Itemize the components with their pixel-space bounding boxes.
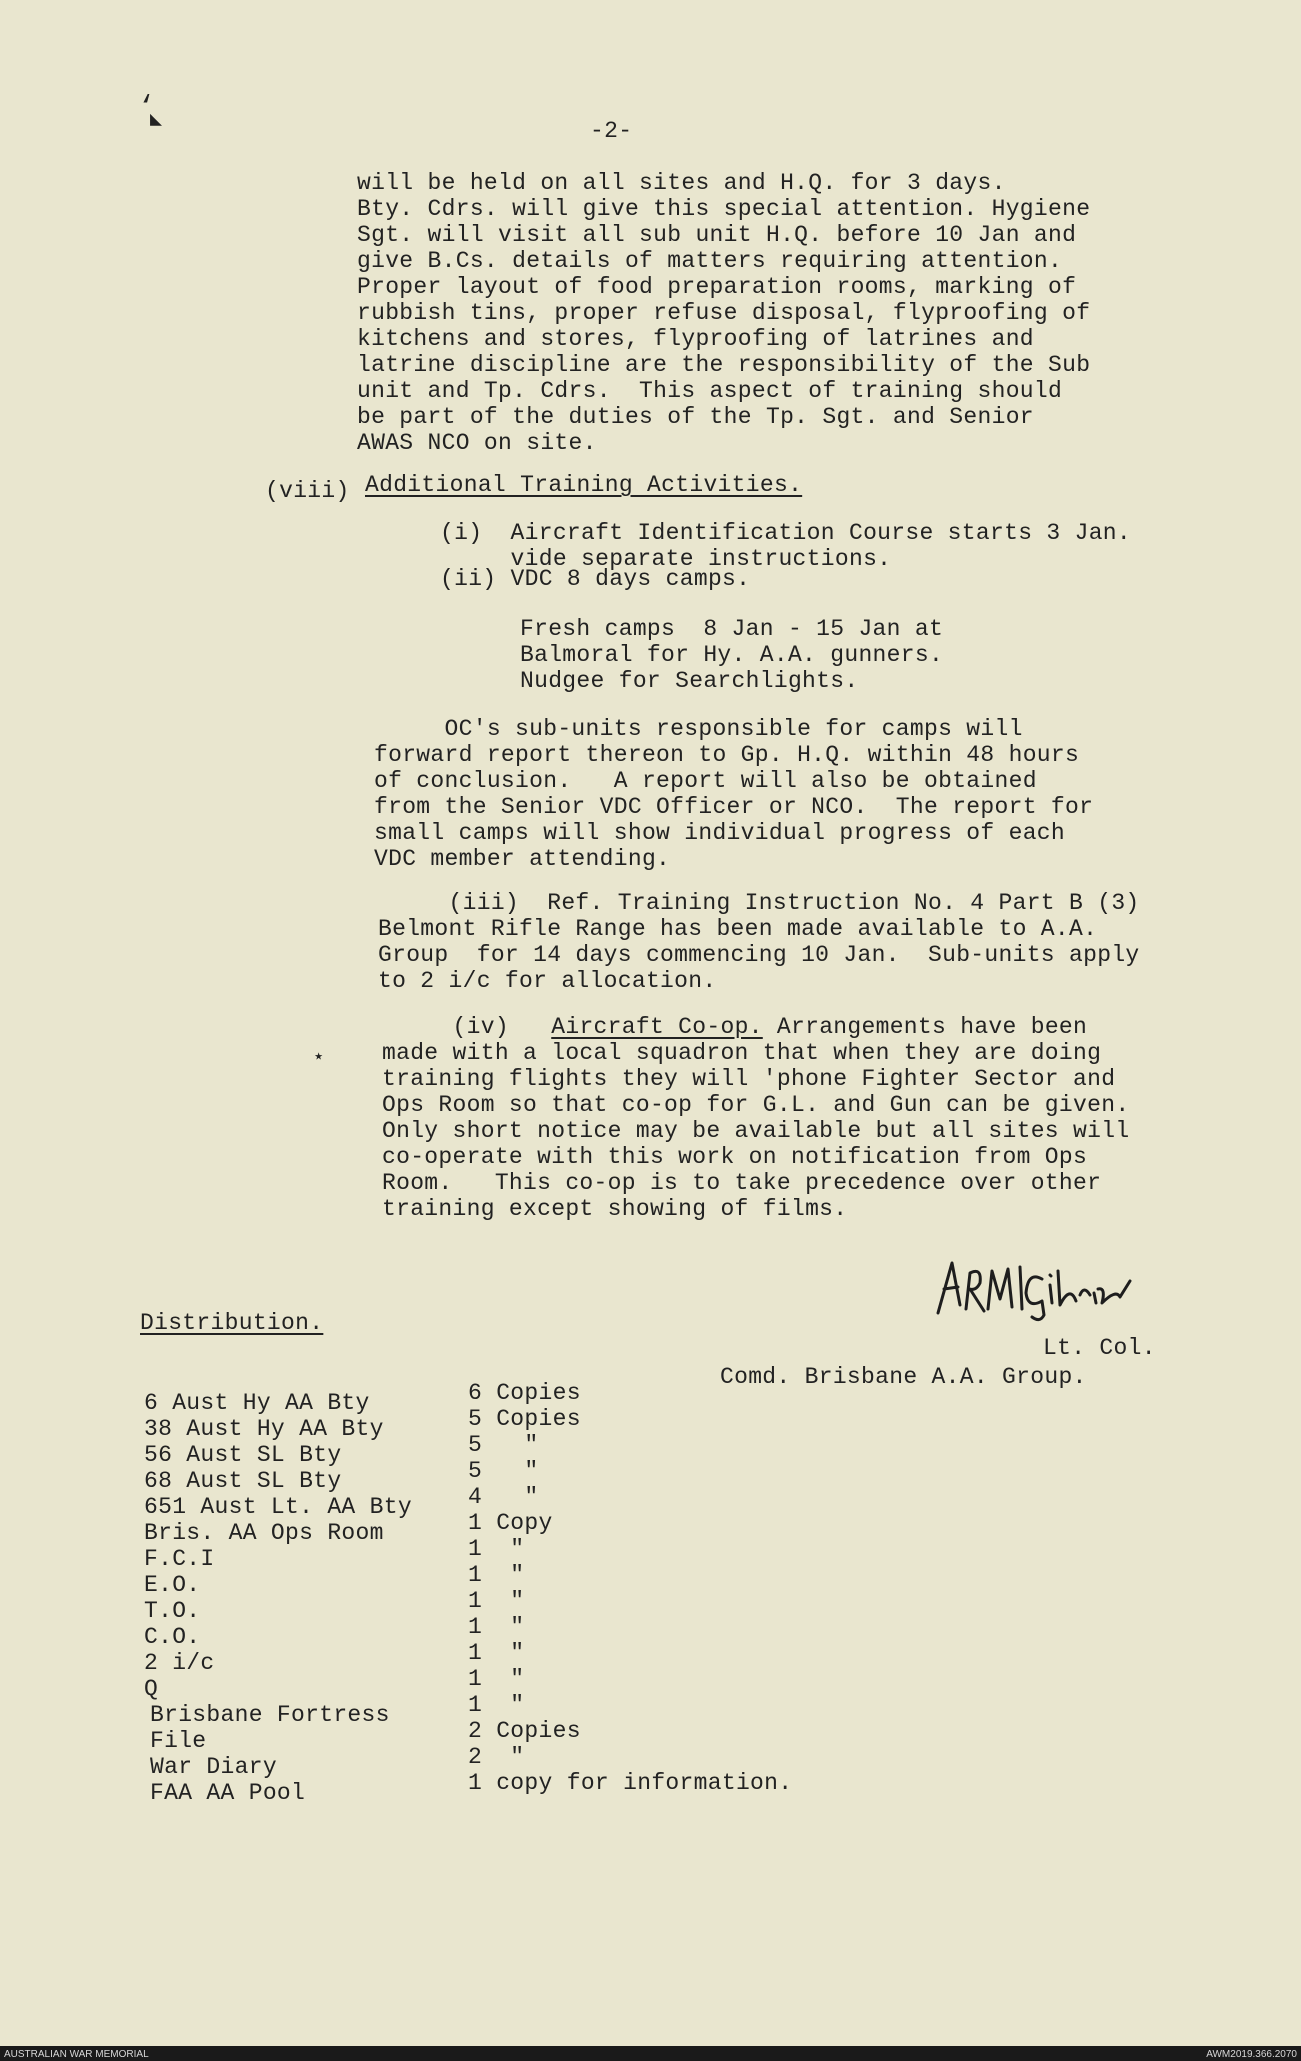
text-line: give B.Cs. details of matters requiring attention. bbox=[357, 248, 1063, 274]
text-line: co-operate with this work on notification from Ops bbox=[382, 1144, 1088, 1170]
text-line: from the Senior VDC Officer or NCO. The report for bbox=[374, 794, 1094, 820]
text-line: kitchens and stores, flyproofing of latrines and bbox=[357, 326, 1034, 352]
distribution-unit: Bris. AA Ops Room bbox=[144, 1520, 384, 1546]
distribution-unit: 68 Aust SL Bty bbox=[144, 1468, 342, 1494]
text-line: Bty. Cdrs. will give this special attention. Hygiene bbox=[357, 196, 1091, 222]
text-line: AWAS NCO on site. bbox=[357, 430, 597, 456]
text-line: Balmoral for Hy. A.A. gunners. bbox=[520, 642, 944, 668]
distribution-unit: C.O. bbox=[144, 1624, 201, 1650]
distribution-unit: 651 Aust Lt. AA Bty bbox=[144, 1494, 412, 1520]
text-line: made with a local squadron that when they are doing bbox=[382, 1040, 1102, 1066]
text-line: unit and Tp. Cdrs. This aspect of training should bbox=[357, 378, 1063, 404]
distribution-copies: 1 " bbox=[468, 1536, 525, 1562]
text-line: of conclusion. A report will also be obtained bbox=[374, 768, 1037, 794]
distribution-copies: 2 " bbox=[468, 1744, 525, 1770]
distribution-unit: 2 i/c bbox=[144, 1650, 215, 1676]
distribution-copies: 1 Copy bbox=[468, 1510, 553, 1536]
distribution-copies: 1 " bbox=[468, 1640, 525, 1666]
distribution-copies: 6 Copies bbox=[468, 1380, 581, 1406]
text-line: Belmont Rifle Range has been made available to A.A. bbox=[378, 916, 1098, 942]
text-line: Group for 14 days commencing 10 Jan. Sub-units apply bbox=[378, 942, 1140, 968]
text-line: to 2 i/c for allocation. bbox=[378, 968, 717, 994]
text-line: be part of the duties of the Tp. Sgt. and Senior bbox=[357, 404, 1034, 430]
text-line: Nudgee for Searchlights. bbox=[520, 668, 859, 694]
distribution-copies: 1 copy for information. bbox=[468, 1770, 793, 1796]
footer-left: AUSTRALIAN WAR MEMORIAL bbox=[4, 2049, 149, 2060]
text-line: small camps will show individual progress of each bbox=[374, 820, 1066, 846]
distribution-copies: 1 " bbox=[468, 1562, 525, 1588]
distribution-heading: Distribution. bbox=[140, 1310, 324, 1336]
text-line: training flights they will 'phone Fighter Sector and bbox=[382, 1066, 1116, 1092]
margin-tick-mark: ⋆ bbox=[312, 1046, 326, 1071]
distribution-copies: 5 " bbox=[468, 1432, 539, 1458]
item-iv-prefix: (iv) bbox=[382, 1014, 552, 1040]
signature-title: Comd. Brisbane A.A. Group. bbox=[720, 1364, 1087, 1390]
distribution-copies: 1 " bbox=[468, 1588, 525, 1614]
distribution-unit: 6 Aust Hy AA Bty bbox=[144, 1390, 370, 1416]
distribution-copies: 1 " bbox=[468, 1614, 525, 1640]
text-line: will be held on all sites and H.Q. for 3 days. bbox=[357, 170, 1006, 196]
distribution-copies: 1 " bbox=[468, 1692, 525, 1718]
distribution-copies: 2 Copies bbox=[468, 1718, 581, 1744]
distribution-unit: F.C.I bbox=[144, 1546, 215, 1572]
text-line: Ops Room so that co-op for G.L. and Gun can be given. bbox=[382, 1092, 1130, 1118]
text-line: (iii) Ref. Training Instruction No. 4 Part B (3) bbox=[378, 890, 1140, 916]
text-line: latrine discipline are the responsibility of the Sub bbox=[357, 352, 1091, 378]
distribution-unit: 56 Aust SL Bty bbox=[144, 1442, 342, 1468]
distribution-copies: 1 " bbox=[468, 1666, 525, 1692]
section-heading: Additional Training Activities. bbox=[365, 472, 803, 498]
item-iv-first-rest: Arrangements have been bbox=[762, 1014, 1088, 1040]
item-ii: (ii) VDC 8 days camps. bbox=[440, 566, 751, 592]
distribution-copies: 5 Copies bbox=[468, 1406, 581, 1432]
text-line bbox=[382, 1014, 1087, 1040]
text-line: rubbish tins, proper refuse disposal, flyproofing of bbox=[357, 300, 1091, 326]
distribution-unit: Brisbane Fortress bbox=[150, 1702, 390, 1728]
text-line: forward report thereon to Gp. H.Q. within 48 hours bbox=[374, 742, 1080, 768]
distribution-unit: E.O. bbox=[144, 1572, 201, 1598]
item-iv-heading: Aircraft Co-op. bbox=[551, 1014, 763, 1040]
distribution-unit: Q bbox=[144, 1676, 159, 1702]
text-line: Sgt. will visit all sub unit H.Q. before 10 Jan and bbox=[357, 222, 1077, 248]
text-line: Fresh camps 8 Jan - 15 Jan at bbox=[520, 616, 944, 642]
signature-rank: Lt. Col. bbox=[1043, 1335, 1156, 1361]
ink-mark: ‘ bbox=[138, 92, 155, 123]
distribution-unit: FAA AA Pool bbox=[150, 1780, 306, 1806]
distribution-unit: File bbox=[150, 1728, 207, 1754]
distribution-unit: 38 Aust Hy AA Bty bbox=[144, 1416, 384, 1442]
distribution-unit: T.O. bbox=[144, 1598, 201, 1624]
text-line: Proper layout of food preparation rooms, marking of bbox=[357, 274, 1077, 300]
distribution-copies: 4 " bbox=[468, 1484, 539, 1510]
text-line: vide separate instructions. bbox=[440, 546, 892, 572]
handwritten-signature bbox=[930, 1245, 1140, 1325]
ink-mark: ◣ bbox=[150, 109, 163, 132]
text-line: OC's sub-units responsible for camps will bbox=[374, 716, 1023, 742]
distribution-copies: 5 " bbox=[468, 1458, 539, 1484]
text-line: (i) Aircraft Identification Course starts 3 Jan. bbox=[440, 520, 1132, 546]
text-line: training except showing of films. bbox=[382, 1196, 848, 1222]
page-number: -2- bbox=[590, 118, 633, 144]
text-line: Only short notice may be available but all sites will bbox=[382, 1118, 1130, 1144]
text-line: VDC member attending. bbox=[374, 846, 671, 872]
text-line: Room. This co-op is to take precedence over other bbox=[382, 1170, 1102, 1196]
distribution-unit: War Diary bbox=[150, 1754, 277, 1780]
section-number: (viii) bbox=[265, 478, 350, 504]
footer-right: AWM2019.366.2070 bbox=[1206, 2049, 1297, 2060]
